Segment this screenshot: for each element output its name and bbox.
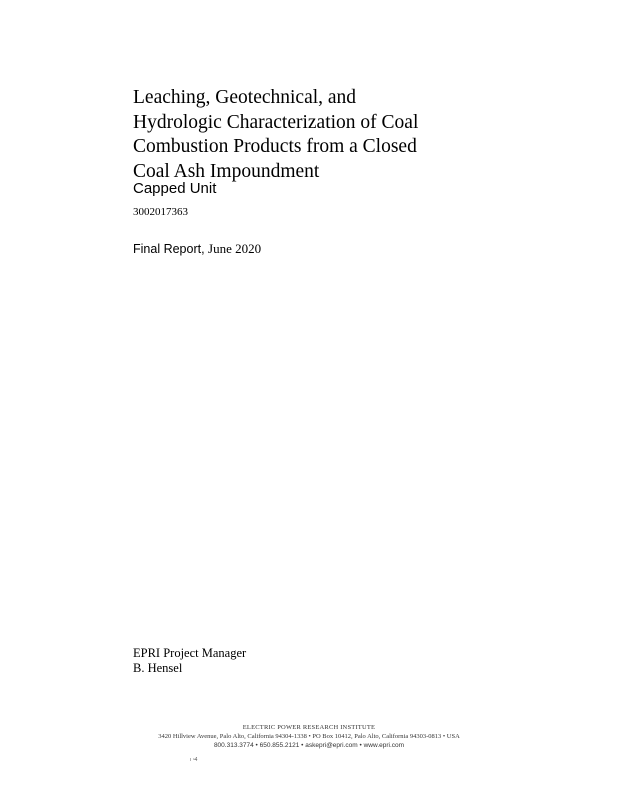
manager-role: EPRI Project Manager	[133, 646, 247, 660]
publisher-address: 3420 Hillview Avenue, Palo Alto, California 94304-1338 • PO Box 10412, Palo Alto, California 94303-0813 • USA	[158, 733, 460, 740]
report-type: Final Report,	[133, 242, 205, 256]
project-manager-block	[133, 646, 246, 676]
report-title	[133, 86, 473, 184]
report-title-line: Leaching, Geotechnical, and	[133, 87, 357, 108]
report-date: June 2020	[208, 241, 262, 256]
report-subtitle: Capped Unit	[133, 180, 217, 197]
product-id: 3002017363	[133, 206, 188, 218]
report-title-line: Coal Ash Impoundment	[133, 160, 320, 182]
publisher-contact: 800.313.3774 • 650.855.2121 • askepri@epri.com • www.epri.com	[213, 742, 405, 749]
footer-mark: ı ⁿ4	[190, 757, 198, 763]
report-status-line	[133, 241, 261, 257]
publisher-name: ELECTRIC POWER RESEARCH INSTITUTE	[242, 724, 376, 731]
manager-name: B. Hensel	[133, 661, 183, 675]
publisher-footer	[100, 724, 518, 750]
report-title-line: Hydrologic Characterization of Coal	[133, 111, 419, 133]
report-title-line: Combustion Products from a Closed	[133, 136, 417, 157]
